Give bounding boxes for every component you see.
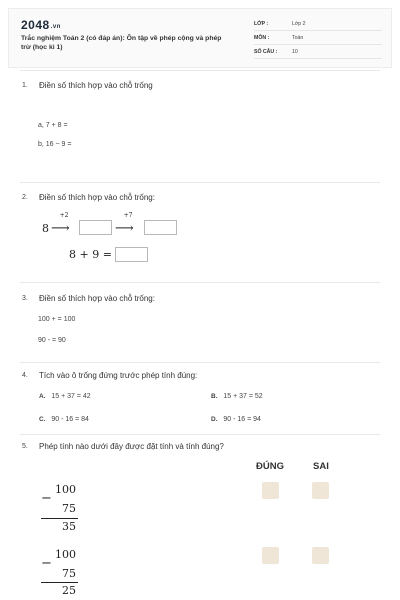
meta-class-value: Lớp 2 <box>292 21 306 27</box>
meta-count-value: 10 <box>292 49 298 55</box>
option-d-letter: D. <box>211 416 218 423</box>
item-2-subtrahend: 75 <box>62 567 76 580</box>
question-4-text: Tích vào ô trống đứng trước phép tính đúng: <box>39 371 198 380</box>
question-5-text: Phép tính nào dưới đây được đặt tính và tính đúng? <box>39 442 224 451</box>
option-b-text: 15 + 37 = 52 <box>223 393 263 400</box>
column-header-false: SAI <box>313 461 329 472</box>
arrow-plus-2-label: +2 <box>59 212 69 219</box>
option-c-text: 90 - 16 = 84 <box>51 416 89 423</box>
arrow-plus-2 <box>51 214 77 234</box>
chain-start-value: 8 <box>42 222 49 235</box>
item-1-minus-sign: − <box>41 491 52 506</box>
meta-subject-value: Toán <box>292 35 304 41</box>
sum-equation: 8 + 9 = <box>69 248 112 261</box>
question-1-part-a: a, 7 + 8 = <box>38 122 68 129</box>
worksheet-header <box>8 8 392 68</box>
worksheet-title: Trắc nghiệm Toán 2 (có đáp án): Ôn tập về phép cộng và phép trừ (học kì 1) <box>21 35 222 51</box>
item-1-top-number: 100 <box>55 483 76 496</box>
option-c[interactable] <box>39 416 89 423</box>
item-2-minus-sign: − <box>41 556 52 571</box>
option-b-letter: B. <box>211 393 218 400</box>
item-1-result-line <box>41 518 78 519</box>
meta-class-row <box>254 17 382 31</box>
long-arrow-icon: ⟶ <box>115 221 134 236</box>
site-logo[interactable] <box>21 18 61 32</box>
question-2-text: Điền số thích hợp vào chỗ trống: <box>39 193 155 202</box>
question-3-text: Điền số thích hợp vào chỗ trống: <box>39 294 155 303</box>
question-1-part-b: b, 16 − 9 = <box>38 141 72 148</box>
long-arrow-icon: ⟶ <box>51 221 70 236</box>
answer-box-1[interactable] <box>79 220 112 235</box>
meta-subject-row <box>254 31 382 45</box>
logo-suffix: .vn <box>50 24 61 30</box>
meta-class-key: LỚP : <box>254 21 269 27</box>
divider <box>20 282 380 283</box>
question-3-line-1: 100 + = 100 <box>38 316 76 323</box>
question-3-line-2: 90 - = 90 <box>38 337 66 344</box>
meta-count-row <box>254 45 382 59</box>
item-1-subtrahend: 75 <box>62 502 76 515</box>
item-2-top-number: 100 <box>55 548 76 561</box>
item-1-false-checkbox[interactable] <box>312 482 329 499</box>
divider <box>20 362 380 363</box>
item-1-true-checkbox[interactable] <box>262 482 279 499</box>
question-1-text: Điền số thích hợp vào chỗ trống <box>39 81 153 90</box>
answer-box-3[interactable] <box>115 247 148 262</box>
divider <box>20 70 380 71</box>
option-a-text: 15 + 37 = 42 <box>51 393 91 400</box>
question-1-number: 1. <box>22 82 28 89</box>
item-1-result: 35 <box>62 520 76 533</box>
option-d[interactable] <box>211 416 261 423</box>
item-2-true-checkbox[interactable] <box>262 547 279 564</box>
column-header-true: ĐÚNG <box>256 461 284 472</box>
question-4-number: 4. <box>22 372 28 379</box>
logo-text: 2048 <box>21 18 50 32</box>
meta-subject-key: MÔN : <box>254 35 270 41</box>
option-b[interactable] <box>211 393 263 400</box>
meta-count-key: SỐ CÂU : <box>254 49 278 55</box>
item-2-false-checkbox[interactable] <box>312 547 329 564</box>
arrow-plus-7 <box>115 214 141 234</box>
item-2-result-line <box>41 582 78 583</box>
option-d-text: 90 - 16 = 94 <box>223 416 261 423</box>
divider <box>20 182 380 183</box>
item-2-result: 25 <box>62 584 76 597</box>
divider <box>20 434 380 435</box>
option-a-letter: A. <box>39 393 46 400</box>
question-2-number: 2. <box>22 194 28 201</box>
question-3-number: 3. <box>22 295 28 302</box>
question-5-number: 5. <box>22 443 28 450</box>
option-a[interactable] <box>39 393 91 400</box>
answer-box-2[interactable] <box>144 220 177 235</box>
arrow-plus-7-label: +7 <box>123 212 133 219</box>
option-c-letter: C. <box>39 416 46 423</box>
